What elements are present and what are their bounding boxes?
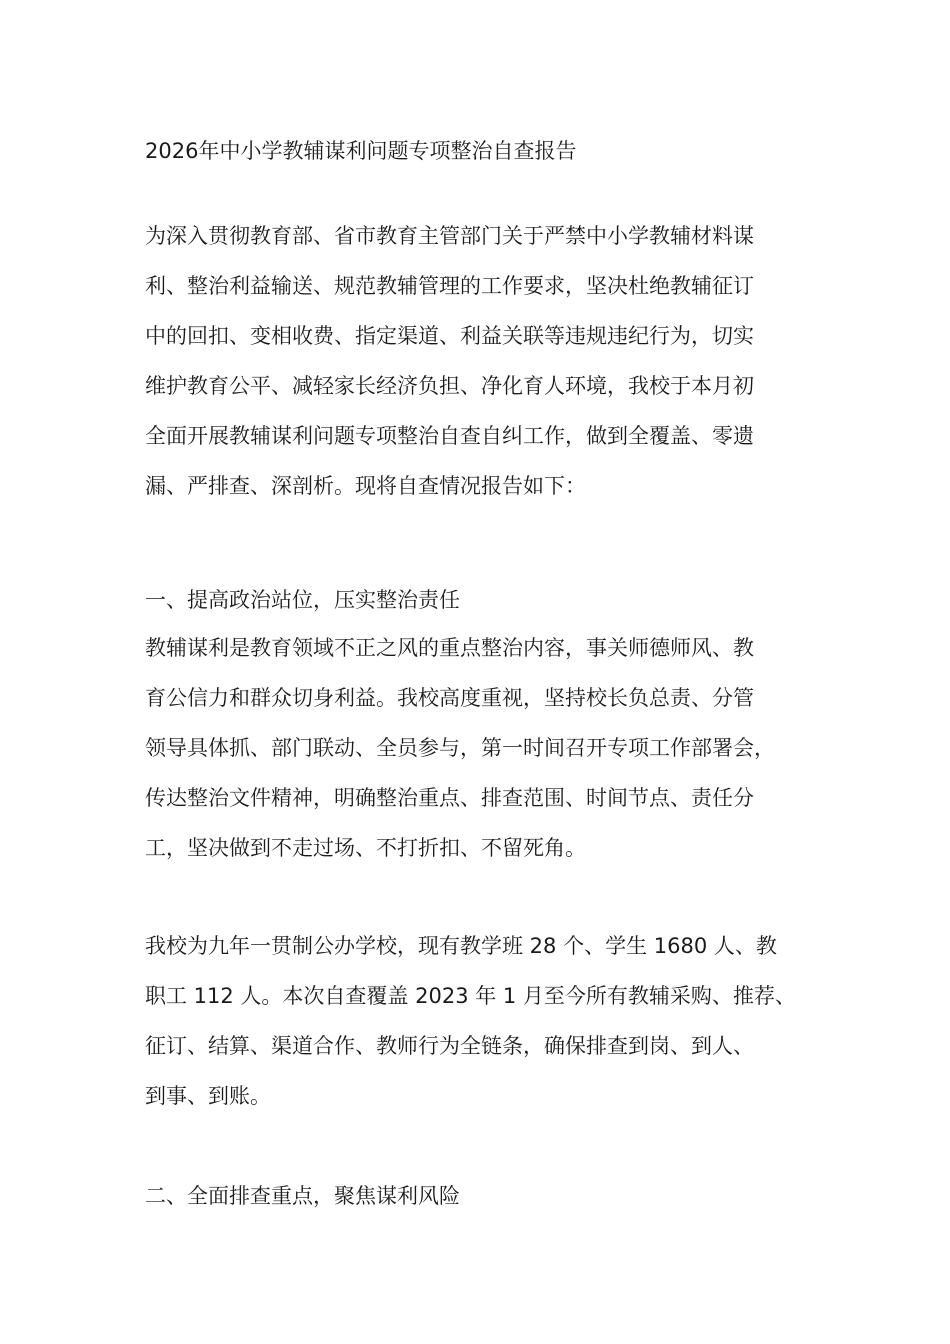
section1-paragraph-1 [145, 623, 835, 873]
paragraph-line: 传达整治文件精神，明确整治重点、排查范围、时间节点、责任分 [145, 786, 754, 810]
paragraph-line: 育公信力和群众切身利益。我校高度重视，坚持校长负总责、分管 [145, 686, 754, 710]
paragraph-line: 工，坚决做到不走过场、不打折扣、不留死角。 [145, 836, 586, 860]
paragraph-line: 到事、到账。 [145, 1084, 271, 1108]
intro-line: 漏、严排查、深剖析。现将自查情况报告如下： [145, 474, 586, 498]
paragraph-line: 我校为九年一贯制公办学校，现有教学班 28 个、学生 1680 人、教 [145, 934, 777, 958]
intro-line: 全面开展教辅谋利问题专项整治自查自纠工作，做到全覆盖、零遗 [145, 424, 754, 448]
paragraph-line: 征订、结算、渠道合作、教师行为全链条，确保排查到岗、到人、 [145, 1034, 754, 1058]
intro-line: 利、整治利益输送、规范教辅管理的工作要求，坚决杜绝教辅征订 [145, 274, 754, 298]
section1-paragraph-2 [145, 921, 835, 1121]
document-title: 2026年中小学教辅谋利问题专项整治自查报告 [145, 139, 577, 163]
paragraph-line: 教辅谋利是教育领域不正之风的重点整治内容，事关师德师风、教 [145, 636, 754, 660]
intro-line: 中的回扣、变相收费、指定渠道、利益关联等违规违纪行为，切实 [145, 324, 754, 348]
intro-paragraph [145, 211, 835, 511]
paragraph-line: 领导具体抓、部门联动、全员参与，第一时间召开专项工作部署会， [145, 736, 775, 760]
intro-line: 维护教育公平、减轻家长经济负担、净化育人环境，我校于本月初 [145, 374, 754, 398]
section1-heading: 一、提高政治站位，压实整治责任 [145, 588, 460, 612]
intro-line: 为深入贯彻教育部、省市教育主管部门关于严禁中小学教辅材料谋 [145, 224, 754, 248]
paragraph-line: 职工 112 人。本次自查覆盖 2023 年 1 月至今所有教辅采购、推荐、 [145, 984, 796, 1008]
section2-heading: 二、全面排查重点，聚焦谋利风险 [145, 1184, 460, 1208]
